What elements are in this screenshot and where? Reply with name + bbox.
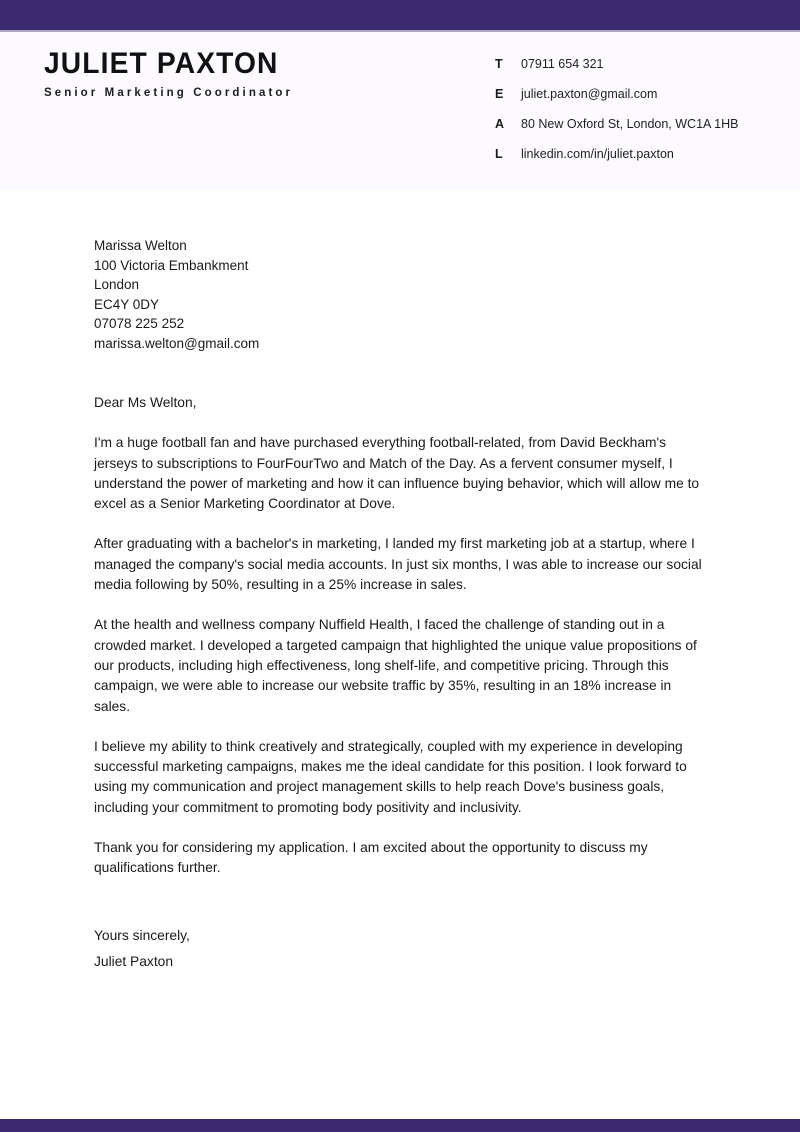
contact-list: [495, 57, 785, 177]
recipient-postcode: EC4Y 0DY: [94, 296, 160, 312]
contact-row-email: [495, 87, 785, 117]
email-value[interactable]: juliet.paxton@gmail.com: [521, 87, 658, 101]
address-label: A: [495, 117, 505, 131]
recipient-street: 100 Victoria Embankment: [94, 257, 249, 273]
salutation: Dear Ms Welton,: [94, 395, 197, 410]
recipient-address-block: [94, 236, 708, 353]
phone-value: 07911 654 321: [521, 57, 604, 71]
recipient-name: Marissa Welton: [94, 238, 187, 253]
address-value: 80 New Oxford St, London, WC1A 1HB: [521, 117, 739, 131]
linkedin-label: L: [495, 147, 503, 161]
contact-row-phone: [495, 57, 785, 87]
identity-block: [44, 48, 464, 99]
phone-label: T: [495, 57, 503, 71]
body-paragraph: After graduating with a bachelor's in marketing, I landed my first marketing job at a startup, where I managed the company's social media accounts. In just six months, I was able to increase our social media following by 50%, resulting in a 25% increase in sales.: [94, 536, 702, 593]
job-title: Senior Marketing Coordinator: [44, 86, 294, 99]
recipient-city: London: [94, 277, 140, 292]
body-paragraph: Thank you for considering my application. I am excited about the opportunity to discuss my qualifications further.: [94, 840, 648, 876]
top-accent-bar: [0, 0, 800, 30]
page-title: JULIET PAXTON: [44, 47, 279, 80]
recipient-phone: 07078 225 252: [94, 316, 185, 331]
bottom-accent-bar: [0, 1119, 800, 1132]
contact-row-linkedin: [495, 147, 785, 177]
letter-body: [94, 236, 708, 972]
body-paragraph: I'm a huge football fan and have purchased everything football-related, from David Beckham's jerseys to subscriptions to FourFourTwo and Match of the Day. As a fervent consumer myself, I understand the power of marketing and how it can influence buying behavior, which will allow me to excel as a Senior Marketing Coordinator at Dove.: [94, 435, 700, 512]
closing-line: Yours sincerely,: [94, 927, 190, 943]
signature-name: Juliet Paxton: [94, 953, 173, 969]
recipient-email: marissa.welton@gmail.com: [94, 335, 260, 351]
body-paragraph: At the health and wellness company Nuffield Health, I faced the challenge of standing out in a crowded market. I developed a targeted campaign that highlighted the unique value propositions of our products, including high effectiveness, long shelf-life, and competitive pricing. Through this campaign, we were able to increase our website traffic by 35%, resulting in an 18% increase in sales.: [94, 617, 697, 714]
email-label: E: [495, 87, 504, 101]
signoff-block: [94, 926, 708, 973]
linkedin-value[interactable]: linkedin.com/in/juliet.paxton: [521, 147, 674, 161]
contact-row-address: [495, 117, 785, 147]
body-paragraph: I believe my ability to think creatively and strategically, coupled with my experience in developing successful marketing campaigns, makes me the ideal candidate for this position. I look forward to using my communication and project management skills to help reach Dove's business goals, including your commitment to promoting body positivity and inclusivity.: [94, 738, 687, 815]
